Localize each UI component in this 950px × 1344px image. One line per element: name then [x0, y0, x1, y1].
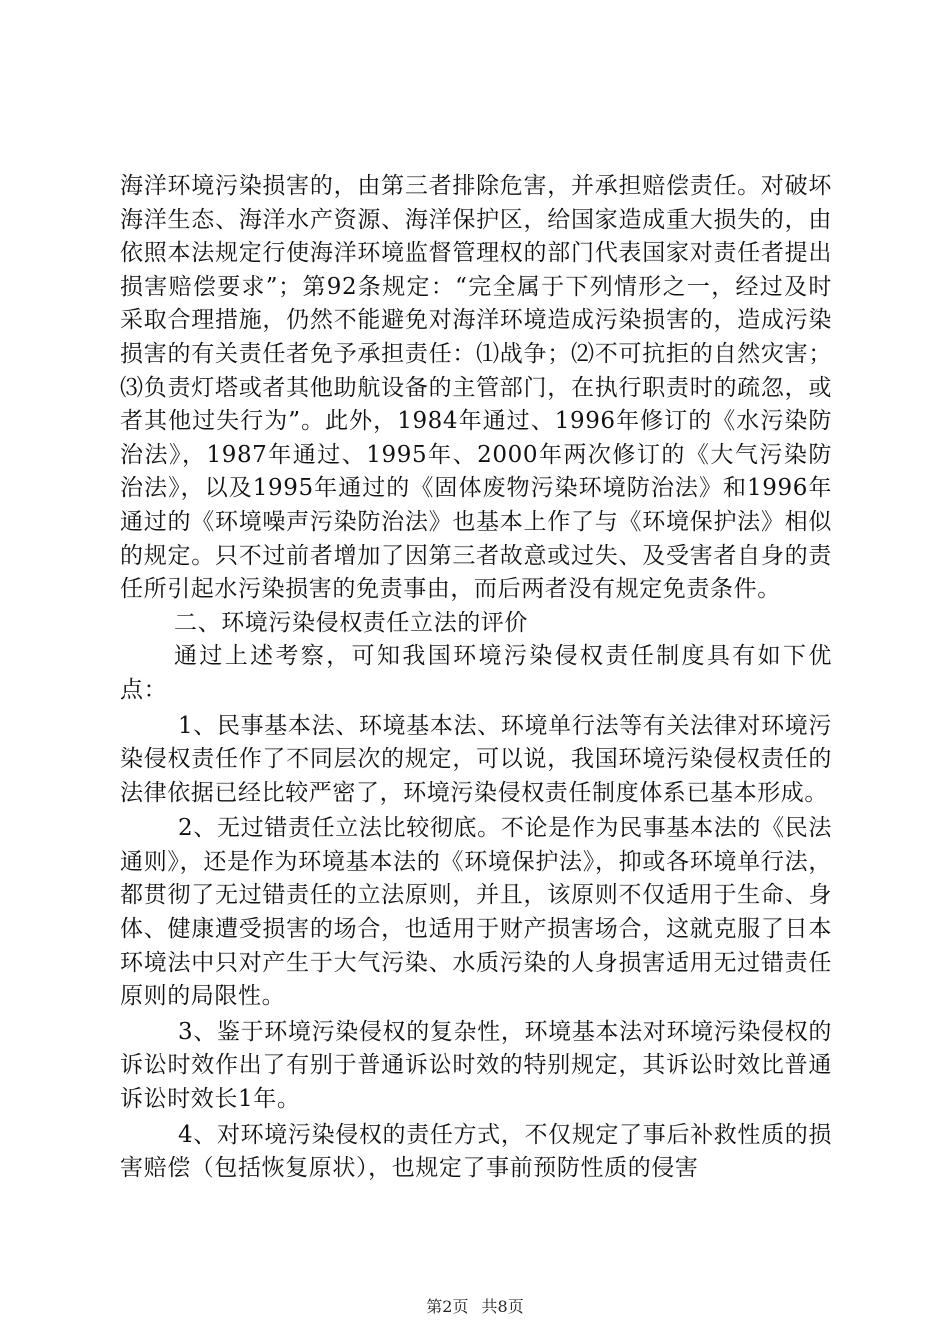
list-item-1: 1、民事基本法、环境基本法、环境单行法等有关法律对环境污染侵权责任作了不同层次的规定，可以说，我国环境污染侵权责任的法律依据已经比较严密了，环境污染侵权责任制度体系已基本形成。 [120, 712, 832, 806]
list-item-4: 4、对环境污染侵权的责任方式，不仅规定了事后补救性质的损害赔偿（包括恢复原状），也规定了事前预防性质的侵害 [120, 1121, 832, 1182]
list-item-2: 2、无过错责任立法比较彻底。不论是作为民事基本法的《民法通则》，还是作为环境基本法的《环境保护法》，抑或各环境单行法，都贯彻了无过错责任的立法原则，并且，该原则不仅适用于生命、身体、健康遭受损害的场合，也适用于财产损害场合，这就克服了日本环境法中只对产生于大气污染、水质污染的人身损害适用无过错责任原则的局限性。 [120, 815, 832, 1010]
intro-paragraph: 通过上述考察，可知我国环境污染侵权责任制度具有如下优点： [120, 643, 832, 703]
body-paragraph: 海洋环境污染损害的，由第三者排除危害，并承担赔偿责任。对破坏海洋生态、海洋水产资源、海洋保护区，给国家造成重大损失的，由依照本法规定行使海洋环境监督管理权的部门代表国家对责任者提出损害赔偿要求”；第92条规定：“完全属于下列情形之一，经过及时采取合理措施，仍然不能避免对海洋环境造成污染损害的，造成污染损害的有关责任者免予承担责任：⑴战争；⑵不可抗拒的自然灾害；⑶负责灯塔或者其他助航设备的主管部门，在执行职责时的疏忽，或者其他过失行为”。此外，1984年通过、1996年修订的《水污染防治法》，1987年通过、1995年、2000年两次修订的《大气污染防治法》，以及1995年通过的《固体废物污染环境防治法》和1996年通过的《环境噪声污染防治法》也基本上作了与《环境保护法》相似的规定。只不过前者增加了因第三者故意或过失、及受害者自身的责任所引起水污染损害的免责事由，而后两者没有规定免责条件。 [120, 173, 832, 603]
page-footer [0, 1294, 950, 1317]
document-body [120, 170, 832, 1186]
page-total: 共8页 [481, 1297, 524, 1316]
list-item-3: 3、鉴于环境污染侵权的复杂性，环境基本法对环境污染侵权的诉讼时效作出了有别于普通诉讼时效的特别规定，其诉讼时效比普通诉讼时效长1年。 [120, 1018, 832, 1113]
page-number: 第2页 [426, 1297, 469, 1316]
section-heading: 二、环境污染侵权责任立法的评价 [174, 609, 528, 636]
